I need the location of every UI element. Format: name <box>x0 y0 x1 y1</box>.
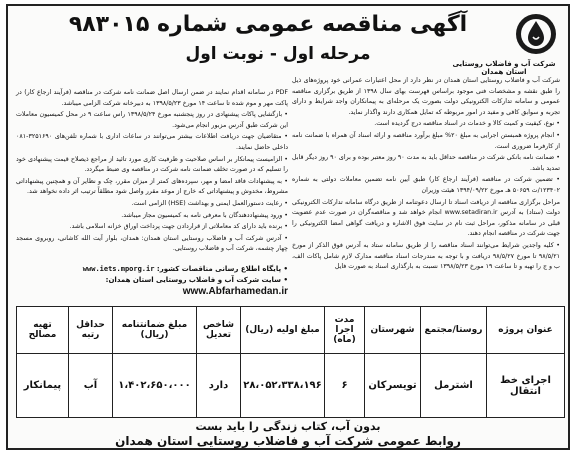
table-header-row <box>17 307 565 354</box>
site-line: • سایت شرکت آب و فاضلاب روستایی استان همدان: www.Abfarhamedan.ir <box>105 276 288 297</box>
notice-subtitle: مرحله اول - نوبت اول <box>185 44 371 64</box>
portal-link[interactable]: www.iets.mporg.ir <box>82 265 155 273</box>
portal-line: • پایگاه اطلاع رسانی مناقصات کشور: www.iets.mporg.ir <box>82 265 288 273</box>
notice-text-right-column <box>292 76 560 274</box>
paragraph: مراحل برگزاری مناقصه از دریافت اسناد تا ارسال دعوتنامه از طریق درگاه سامانه تدارکات الکترونیکی دولت (ستاد) به آدرس www.setadiran.ir انجام خواهد شد و مناقصه‌گران در صورت عدم عضویت قبلی در سامانه مذکور، مراحل ثبت نام در سایت فوق الاشاره و دریافت گواهی امضا الکترونیکی را جهت شرکت در مناقصه انجام دهند. <box>292 198 560 238</box>
paragraph: PDF در سامانه اقدام نمایند در ضمن ارسال اصل ضمانت نامه شرکت در مناقصه (فرآیند ارجاع کار) در پاکت مهر و موم شده تا ساعت ۱۴ مورخ ۱۳۹۸/۵/۲۳ به دبیرخانه شرکت الزامی میباشد. <box>16 89 288 107</box>
materials-supply-cell: پیمانکار <box>17 354 69 418</box>
column-header: عنوان پروژه <box>487 307 565 354</box>
paragraph: • آدرس شرکت آب و فاضلاب روستایی استان همدان: همدان، بلوار آیت الله کاشانی، روبروی مسجد چهار چشمه، شرکت آب و فاضلاب روستایی. <box>16 234 288 253</box>
table-row <box>17 354 565 418</box>
initial-amount-cell: ۲۸،۰۵۲،۳۳۸،۱۹۶ <box>241 354 325 418</box>
organization-name: شرکت آب و فاضلاب روستایی استان همدان <box>452 60 556 76</box>
paragraph: • به پیشنهادات فاقد امضا و مهر، سپرده‌های کمتر از میزان مقرر، چک و نظایر آن و همچنین پیشنهاداتی مشروط، مخدوش و پیشنهاداتی که خارج از موعد مقرر واصل شود مطلقاً ترتیب اثر داده نخواهد شد. <box>16 177 288 196</box>
column-header: مبلغ ضمانتنامه (ریال) <box>113 307 197 354</box>
project-title-cell: اجرای خط انتقال <box>487 354 565 418</box>
paragraph: • متقاضیان جهت دریافت اطلاعات بیشتر می‌توانند در ساعات اداری با شماره تلفن‌های ۳۲۵۱۶۹۰-۰۸۱ داخلی حاضل نمایند. <box>16 133 288 151</box>
column-header: شهرستان <box>365 307 421 354</box>
paragraph: • الزامیست پیمانکار بر اساس صلاحیت و ظرفیت کاری مورد تائید از مراجع ذیصلاح قیمت پیشنهادی خود را تسلیم که در صورت تخلف ضمانت نامه شرکت در مناقصه وی ضبط میگردد. <box>16 155 288 174</box>
column-header: تهیه مصالح <box>17 307 69 354</box>
village-cell: اشترمل <box>421 354 487 418</box>
footer-signature: روابط عمومی شرکت آب و فاضلاب روستایی استان همدان <box>115 434 461 448</box>
tender-table <box>16 306 565 418</box>
portal-label: پایگاه اطلاع رسانی مناقصات کشور: <box>156 265 282 273</box>
column-header: حداقل رتبه <box>69 307 113 354</box>
paragraph: • نوع، کیفیت و کمیت کالا و خدمات در اسناد مناقصه درج گردیده است. <box>374 120 560 128</box>
paragraph: • انجام پروژه همبستن اجرایی به مبلغ ۲۰% مبلغ برآورد مناقصه و ارائه اسناد آن همراه با ضمانت نامه از کارفرما ضروری است. <box>292 131 561 150</box>
company-logo-icon <box>514 12 558 56</box>
paragraph: • کلیه واجدین شرایط می‌توانند اسناد مناقصه را از طریق سامانه ستاد به آدرس فوق الذکر از مورخ ۹۸/۵/۲۱ تا مورخ ۹۸/۵/۲۷ دریافت و با توجه به مندرجات اسناد مناقصه مدارک لازم شامل پاکات الف، ب و ج را تهیه و تا ساعت ۱۹ مورخ ۱۳۹۸/۵/۲۳ نسبت به بارگذاری اسناد به صورت فایل <box>292 241 560 271</box>
paragraph: • ورود پیشنهاددهندگان با معرفی نامه به کمیسیون مجاز میباشد. <box>121 211 288 219</box>
column-header: شاخص تعدیل <box>197 307 241 354</box>
paragraph: • بازگشایی پاکات پیشنهادی در روز پنجشنبه مورخ ۱۳۹۸/۵/۲۴ راس ساعت ۹ در محل کمیسیون معاملات این شرکت طبق آدرس مزبور انجام می‌شود. <box>16 111 288 129</box>
paragraph: • برنده باید دارای کد معاملاتی از قراردادن جهت پرداخت اوراق خزانه اسلامی باشد. <box>69 223 288 231</box>
contact-info <box>16 264 288 298</box>
company-website-link[interactable]: www.Abfarhamedan.ir <box>182 286 288 297</box>
duration-cell: ۶ <box>325 354 365 418</box>
site-label: سایت شرکت آب و فاضلاب روستایی استان همدان: <box>105 276 282 284</box>
county-cell: تویسرکان <box>365 354 421 418</box>
tender-notice <box>6 4 570 450</box>
paragraph: • ضمانت نامه بانکی شرکت در مناقصه حداقل باید به مدت ۹۰ روز معتبر بوده و برای ۹۰ روز دیگر قابل تمدید باشد. <box>292 154 560 172</box>
guarantee-amount-cell: ۱،۴۰۲،۶۵۰،۰۰۰ <box>113 354 197 418</box>
column-header: روستا/مجتمع <box>421 307 487 354</box>
column-header: مبلغ اولیه (ریال) <box>241 307 325 354</box>
adjustment-index-cell: دارد <box>197 354 241 418</box>
notice-title: آگهی مناقصه عمومی شماره ۹۸۳۰۱۵ <box>68 12 468 37</box>
minimum-rank-cell: آب <box>69 354 113 418</box>
notice-text-left-column <box>16 88 288 256</box>
footer-slogan: بدون آب، کتاب زندگی را باید بست <box>195 420 381 433</box>
paragraph: شرکت آب و فاضلاب روستایی استان همدان در نظر دارد از محل اعتبارات عمرانی خود پروژه‌های ذیل را طبق نقشه و مشخصات فنی موجود براساس فهرست بهای سال ۱۳۹۸ از طریق برگزاری مناقصه عمومی و سامانه تدارکات الکترونیکی دولت بصورت یک مرحله‌ای به پیمانکاران واجد شرایط و دارای تجربه و سوابق کافی و مفید در امور مربوطه که تمایل همکاری دارند واگذار نماید. <box>292 77 561 116</box>
paragraph: • تضمین شرکت در مناقصه (فرآیند ارجاع کار) طبق آیین نامه تضمین معاملات دولتی به شماره ۱۲۳۴۰۲/ت ۵۰۶۵۹ هـ مورخ ۱۳۹۴/۰۹/۲۲ هیئت وزیران <box>292 176 560 194</box>
paragraph: • رعایت دستورالعمل ایمنی و بهداشت (HSE) الزامی است. <box>131 199 288 207</box>
column-header: مدت اجرا (ماه) <box>325 307 365 354</box>
